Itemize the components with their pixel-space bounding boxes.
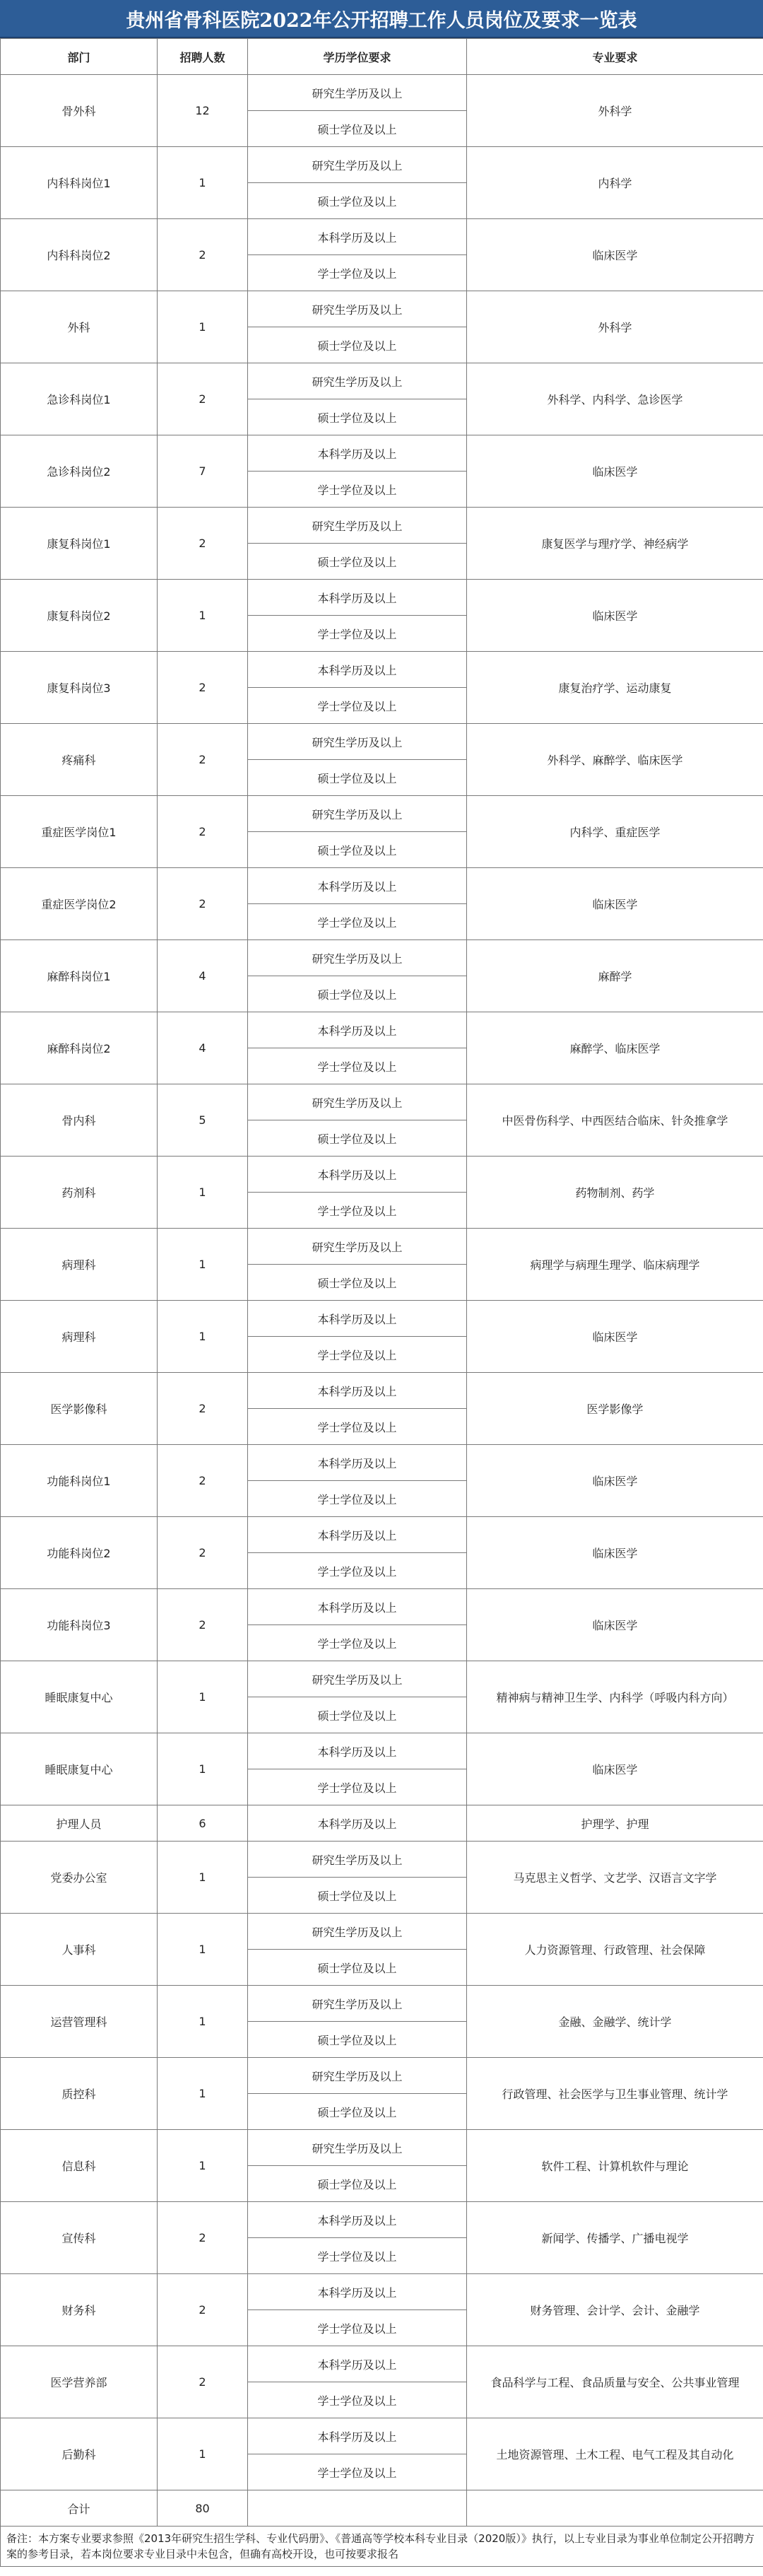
major-cell: 麻醉学	[467, 940, 763, 1012]
table-body	[1, 39, 763, 2567]
major-cell: 康复医学与理疗学、神经病学	[467, 508, 763, 580]
major-cell: 外科学、麻醉学、临床医学	[467, 724, 763, 796]
dept-cell: 功能科岗位1	[1, 1445, 158, 1517]
dept-cell: 内科科岗位2	[1, 219, 158, 291]
dept-cell: 财务科	[1, 2274, 158, 2346]
dept-cell: 人事科	[1, 1914, 158, 1986]
dept-cell: 功能科岗位2	[1, 1517, 158, 1589]
dept-cell: 康复科岗位2	[1, 580, 158, 652]
dept-cell: 麻醉科岗位1	[1, 940, 158, 1012]
major-cell: 病理学与病理生理学、临床病理学	[467, 1229, 763, 1301]
count-cell: 1	[158, 1229, 248, 1301]
education-cell: 学士学位及以上	[248, 688, 467, 724]
education-cell: 学士学位及以上	[248, 904, 467, 940]
dept-cell: 医学营养部	[1, 2346, 158, 2418]
major-cell: 内科学	[467, 147, 763, 219]
education-cell: 研究生学历及以上	[248, 1084, 467, 1120]
major-cell: 财务管理、会计学、会计、金融学	[467, 2274, 763, 2346]
table-row	[1, 1914, 763, 1950]
major-cell: 行政管理、社会医学与卫生事业管理、统计学	[467, 2058, 763, 2130]
table-row	[1, 508, 763, 544]
count-cell: 1	[158, 2058, 248, 2130]
count-cell: 1	[158, 291, 248, 363]
education-cell: 本科学历及以上	[248, 1517, 467, 1553]
table-title: 贵州省骨科医院2022年公开招聘工作人员岗位及要求一览表	[0, 0, 763, 38]
education-cell: 本科学历及以上	[248, 1589, 467, 1625]
table-row	[1, 1589, 763, 1625]
education-cell: 硕士学位及以上	[248, 1950, 467, 1986]
count-cell: 1	[158, 2418, 248, 2490]
table-row	[1, 1842, 763, 1878]
education-cell: 研究生学历及以上	[248, 508, 467, 544]
education-cell: 硕士学位及以上	[248, 399, 467, 435]
education-cell: 学士学位及以上	[248, 1409, 467, 1445]
education-cell: 硕士学位及以上	[248, 832, 467, 868]
dept-cell: 疼痛科	[1, 724, 158, 796]
education-cell: 硕士学位及以上	[248, 1265, 467, 1301]
dept-cell: 功能科岗位3	[1, 1589, 158, 1661]
table-row	[1, 796, 763, 832]
education-cell: 硕士学位及以上	[248, 976, 467, 1012]
major-cell: 土地资源管理、土木工程、电气工程及其自动化	[467, 2418, 763, 2490]
major-cell: 食品科学与工程、食品质量与安全、公共事业管理	[467, 2346, 763, 2418]
major-cell: 内科学、重症医学	[467, 796, 763, 868]
education-cell: 学士学位及以上	[248, 2382, 467, 2418]
major-cell: 康复治疗学、运动康复	[467, 652, 763, 724]
count-cell: 4	[158, 940, 248, 1012]
count-cell: 2	[158, 363, 248, 435]
dept-cell: 医学影像科	[1, 1373, 158, 1445]
table-row	[1, 1805, 763, 1842]
dept-cell: 病理科	[1, 1229, 158, 1301]
count-cell: 2	[158, 1373, 248, 1445]
education-cell: 本科学历及以上	[248, 2274, 467, 2310]
table-row	[1, 1517, 763, 1553]
dept-cell: 康复科岗位1	[1, 508, 158, 580]
education-cell: 硕士学位及以上	[248, 1878, 467, 1914]
table-row	[1, 1012, 763, 1048]
education-cell: 学士学位及以上	[248, 2454, 467, 2490]
education-cell: 研究生学历及以上	[248, 796, 467, 832]
count-cell: 2	[158, 219, 248, 291]
dept-cell: 睡眠康复中心	[1, 1661, 158, 1733]
table-row	[1, 2058, 763, 2094]
total-label: 合计	[1, 2490, 158, 2527]
major-cell: 药物制剂、药学	[467, 1157, 763, 1229]
header-count: 招聘人数	[158, 39, 248, 75]
dept-cell: 后勤科	[1, 2418, 158, 2490]
positions-table	[0, 38, 763, 2567]
education-cell: 本科学历及以上	[248, 2346, 467, 2382]
education-cell: 研究生学历及以上	[248, 2130, 467, 2166]
major-cell: 护理学、护理	[467, 1805, 763, 1842]
count-cell: 2	[158, 796, 248, 868]
count-cell: 2	[158, 652, 248, 724]
major-cell: 临床医学	[467, 1589, 763, 1661]
education-cell: 学士学位及以上	[248, 1481, 467, 1517]
dept-cell: 运营管理科	[1, 1986, 158, 2058]
education-cell: 研究生学历及以上	[248, 1229, 467, 1265]
education-cell: 学士学位及以上	[248, 255, 467, 291]
table-row	[1, 435, 763, 472]
dept-cell: 宣传科	[1, 2202, 158, 2274]
education-cell: 硕士学位及以上	[248, 111, 467, 147]
count-cell: 4	[158, 1012, 248, 1084]
count-cell: 1	[158, 1661, 248, 1733]
major-cell: 临床医学	[467, 435, 763, 508]
count-cell: 7	[158, 435, 248, 508]
education-cell: 学士学位及以上	[248, 2238, 467, 2274]
education-cell: 研究生学历及以上	[248, 1842, 467, 1878]
table-row	[1, 75, 763, 111]
count-cell: 2	[158, 508, 248, 580]
table-row	[1, 2274, 763, 2310]
count-cell: 1	[158, 1914, 248, 1986]
table-row	[1, 363, 763, 399]
dept-cell: 麻醉科岗位2	[1, 1012, 158, 1084]
table-row	[1, 1986, 763, 2022]
count-cell: 12	[158, 75, 248, 147]
education-cell: 本科学历及以上	[248, 1157, 467, 1193]
major-cell: 人力资源管理、行政管理、社会保障	[467, 1914, 763, 1986]
education-cell: 本科学历及以上	[248, 2202, 467, 2238]
table-row	[1, 1301, 763, 1337]
major-cell: 临床医学	[467, 1445, 763, 1517]
count-cell: 2	[158, 1517, 248, 1589]
education-cell: 学士学位及以上	[248, 1048, 467, 1084]
education-cell: 学士学位及以上	[248, 2310, 467, 2346]
table-row	[1, 940, 763, 976]
dept-cell: 重症医学岗位1	[1, 796, 158, 868]
education-cell: 本科学历及以上	[248, 1301, 467, 1337]
table-row	[1, 2346, 763, 2382]
major-cell: 临床医学	[467, 1517, 763, 1589]
major-cell: 中医骨伤科学、中西医结合临床、针灸推拿学	[467, 1084, 763, 1157]
major-cell: 临床医学	[467, 1301, 763, 1373]
count-cell: 2	[158, 1445, 248, 1517]
education-cell: 本科学历及以上	[248, 1805, 467, 1842]
count-cell: 1	[158, 1301, 248, 1373]
dept-cell: 骨内科	[1, 1084, 158, 1157]
table-row	[1, 580, 763, 616]
education-cell: 本科学历及以上	[248, 1445, 467, 1481]
dept-cell: 外科	[1, 291, 158, 363]
education-cell: 研究生学历及以上	[248, 940, 467, 976]
table-row	[1, 1661, 763, 1697]
count-cell: 2	[158, 2274, 248, 2346]
education-cell: 研究生学历及以上	[248, 1986, 467, 2022]
dept-cell: 睡眠康复中心	[1, 1733, 158, 1805]
count-cell: 1	[158, 1986, 248, 2058]
education-cell: 硕士学位及以上	[248, 183, 467, 219]
education-cell: 学士学位及以上	[248, 1769, 467, 1805]
education-cell: 硕士学位及以上	[248, 2022, 467, 2058]
education-cell: 研究生学历及以上	[248, 363, 467, 399]
dept-cell: 药剂科	[1, 1157, 158, 1229]
count-cell: 6	[158, 1805, 248, 1842]
education-cell: 学士学位及以上	[248, 1337, 467, 1373]
major-cell: 临床医学	[467, 1733, 763, 1805]
education-cell: 硕士学位及以上	[248, 544, 467, 580]
count-cell: 2	[158, 1589, 248, 1661]
note-text: 备注：本方案专业要求参照《2013年研究生招生学科、专业代码册》、《普通高等学校本科专业目录（2020版）》执行，以上专业目录为事业单位制定公开招聘方案的参考目录，若本岗位要求专业目录中未包含，但确有高校开设，也可按要求报名	[1, 2527, 763, 2567]
education-cell: 学士学位及以上	[248, 1553, 467, 1589]
header-row	[1, 39, 763, 75]
education-cell: 学士学位及以上	[248, 472, 467, 508]
education-cell: 硕士学位及以上	[248, 2166, 467, 2202]
major-cell: 临床医学	[467, 219, 763, 291]
table-row	[1, 1229, 763, 1265]
table-row	[1, 147, 763, 183]
major-cell: 外科学	[467, 291, 763, 363]
total-empty-education	[248, 2490, 467, 2527]
education-cell: 硕士学位及以上	[248, 1697, 467, 1733]
count-cell: 1	[158, 1733, 248, 1805]
education-cell: 硕士学位及以上	[248, 2094, 467, 2130]
table-row	[1, 2202, 763, 2238]
dept-cell: 信息科	[1, 2130, 158, 2202]
major-cell: 临床医学	[467, 580, 763, 652]
count-cell: 1	[158, 2130, 248, 2202]
dept-cell: 重症医学岗位2	[1, 868, 158, 940]
count-cell: 1	[158, 147, 248, 219]
major-cell: 外科学	[467, 75, 763, 147]
education-cell: 硕士学位及以上	[248, 760, 467, 796]
education-cell: 学士学位及以上	[248, 1193, 467, 1229]
table-row	[1, 1084, 763, 1120]
dept-cell: 质控科	[1, 2058, 158, 2130]
education-cell: 研究生学历及以上	[248, 291, 467, 327]
education-cell: 本科学历及以上	[248, 1012, 467, 1048]
education-cell: 本科学历及以上	[248, 1373, 467, 1409]
header-education: 学历学位要求	[248, 39, 467, 75]
note-row	[1, 2527, 763, 2567]
education-cell: 学士学位及以上	[248, 1625, 467, 1661]
count-cell: 2	[158, 868, 248, 940]
count-cell: 2	[158, 2202, 248, 2274]
education-cell: 研究生学历及以上	[248, 75, 467, 111]
table-row	[1, 652, 763, 688]
dept-cell: 病理科	[1, 1301, 158, 1373]
education-cell: 研究生学历及以上	[248, 1914, 467, 1950]
major-cell: 金融、金融学、统计学	[467, 1986, 763, 2058]
education-cell: 研究生学历及以上	[248, 2058, 467, 2094]
count-cell: 1	[158, 1157, 248, 1229]
table-row	[1, 1157, 763, 1193]
header-major: 专业要求	[467, 39, 763, 75]
education-cell: 研究生学历及以上	[248, 724, 467, 760]
major-cell: 医学影像学	[467, 1373, 763, 1445]
table-row	[1, 724, 763, 760]
table-row	[1, 2418, 763, 2454]
count-cell: 2	[158, 724, 248, 796]
education-cell: 本科学历及以上	[248, 435, 467, 472]
table-row	[1, 2130, 763, 2166]
education-cell: 研究生学历及以上	[248, 147, 467, 183]
education-cell: 学士学位及以上	[248, 616, 467, 652]
dept-cell: 党委办公室	[1, 1842, 158, 1914]
count-cell: 5	[158, 1084, 248, 1157]
table-row	[1, 291, 763, 327]
total-row	[1, 2490, 763, 2527]
education-cell: 本科学历及以上	[248, 219, 467, 255]
education-cell: 本科学历及以上	[248, 868, 467, 904]
total-count: 80	[158, 2490, 248, 2527]
education-cell: 本科学历及以上	[248, 1733, 467, 1769]
education-cell: 研究生学历及以上	[248, 1661, 467, 1697]
table-row	[1, 868, 763, 904]
major-cell: 马克思主义哲学、文艺学、汉语言文字学	[467, 1842, 763, 1914]
major-cell: 新闻学、传播学、广播电视学	[467, 2202, 763, 2274]
education-cell: 本科学历及以上	[248, 2418, 467, 2454]
education-cell: 硕士学位及以上	[248, 327, 467, 363]
major-cell: 外科学、内科学、急诊医学	[467, 363, 763, 435]
education-cell: 硕士学位及以上	[248, 1120, 467, 1157]
major-cell: 软件工程、计算机软件与理论	[467, 2130, 763, 2202]
table-row	[1, 219, 763, 255]
dept-cell: 康复科岗位3	[1, 652, 158, 724]
table-row	[1, 1373, 763, 1409]
dept-cell: 骨外科	[1, 75, 158, 147]
dept-cell: 护理人员	[1, 1805, 158, 1842]
education-cell: 本科学历及以上	[248, 580, 467, 616]
dept-cell: 内科科岗位1	[1, 147, 158, 219]
major-cell: 精神病与精神卫生学、内科学（呼吸内科方向）	[467, 1661, 763, 1733]
education-cell: 本科学历及以上	[248, 652, 467, 688]
dept-cell: 急诊科岗位2	[1, 435, 158, 508]
count-cell: 1	[158, 1842, 248, 1914]
count-cell: 1	[158, 580, 248, 652]
table-row	[1, 1733, 763, 1769]
major-cell: 麻醉学、临床医学	[467, 1012, 763, 1084]
total-empty-major	[467, 2490, 763, 2527]
table-row	[1, 1445, 763, 1481]
dept-cell: 急诊科岗位1	[1, 363, 158, 435]
major-cell: 临床医学	[467, 868, 763, 940]
count-cell: 2	[158, 2346, 248, 2418]
header-dept: 部门	[1, 39, 158, 75]
